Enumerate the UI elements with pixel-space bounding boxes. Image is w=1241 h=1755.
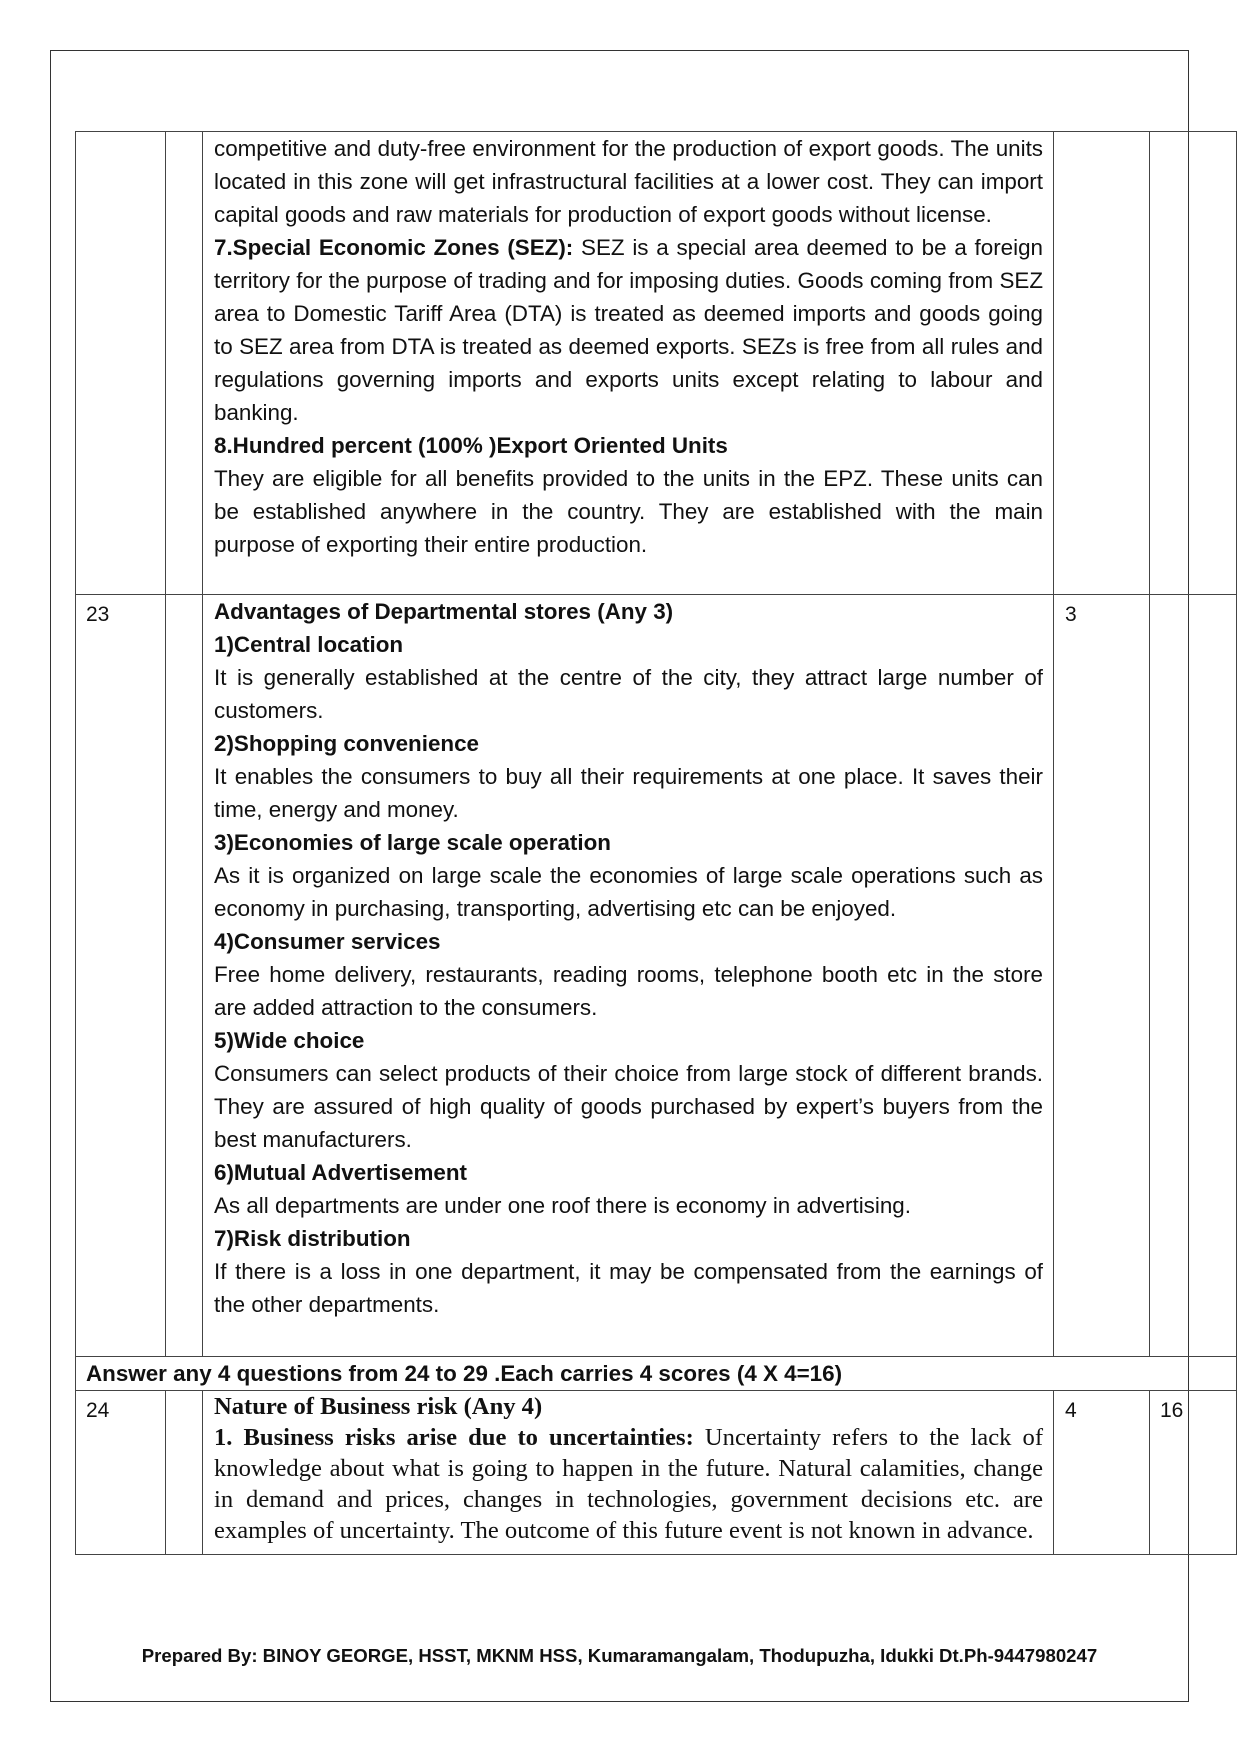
blank-cell [166,595,203,1357]
sez-text: SEZ is a special area deemed to be a foreign territory for the purpose of trading and for imposing duties. Goods coming from SEZ area to Domestic Tariff Area (DTA) is treated as deemed imports and goods going to SEZ area from DTA is treated as deemed exports. SEZs is free from all rules and regulations governing imports and exports units except relating to labour and banking. [214,235,1044,425]
point-text: Free home delivery, restaurants, reading rooms, telephone booth etc in the store are added attraction to the consumers. [214,962,1043,1020]
point-heading: 5)Wide choice [214,1028,365,1053]
point-paragraph [214,1422,1043,1546]
point-text: It is generally established at the centre of the city, they attract large number of customers. [214,665,1043,723]
blank-cell [166,1391,203,1555]
total-cell [1150,132,1237,595]
eou-text: They are eligible for all benefits provided to the units in the EPZ. These units can be established anywhere in the country. They are established with the main purpose of exporting their entire production. [214,466,1043,557]
point-heading: 1)Central location [214,632,404,657]
point-heading: 1. Business risks arise due to uncertainties: [214,1424,694,1451]
point-text: As it is organized on large scale the economies of large scale operations such as economy in purchasing, transporting, advertising etc can be enjoyed. [214,863,1043,921]
blank-cell [166,132,203,595]
point-text: As all departments are under one roof there is economy in advertising. [214,1193,911,1218]
point-heading: 6)Mutual Advertisement [214,1160,467,1185]
answer-cell [203,132,1054,595]
point-text: Uncertainty refers to the lack of knowledge about what is going to happen in the future. Natural calamities, change in demand and prices, changes in technologies, government decisions etc. are examples of uncertainty. The outcome of this future event is not known in advance. [214,1424,1044,1544]
score-cell: 4 [1054,1391,1150,1555]
point-heading: 4)Consumer services [214,929,441,954]
page-footer: Prepared By: BINOY GEORGE, HSST, MKNM HSS, Kumaramangalam, Thodupuzha, Idukki Dt.Ph-9447980247 [141,1645,1098,1666]
sez-heading: 7.Special Economic Zones (SEZ): [214,235,574,260]
point-heading: 7)Risk distribution [214,1226,411,1251]
table-row [76,1391,1237,1555]
score-cell [1054,132,1150,595]
question-title: Advantages of Departmental stores (Any 3) [214,599,674,624]
question-title: Nature of Business risk (Any 4) [214,1393,543,1420]
sez-paragraph [214,231,1043,429]
point-heading: 3)Economies of large scale operation [214,830,611,855]
question-number-cell: 23 [76,595,166,1357]
table-row [76,595,1237,1357]
instruction-row [76,1357,1237,1391]
score-cell: 3 [1054,595,1150,1357]
answer-cell [203,1391,1054,1555]
table-row [76,132,1237,595]
point-text: It enables the consumers to buy all their requirements at one place. It saves their time, energy and money. [214,764,1043,822]
point-text: Consumers can select products of their choice from large stock of different brands. They are assured of high quality of goods purchased by expert’s buyers from the best manufacturers. [214,1061,1043,1152]
section-instruction: Answer any 4 questions from 24 to 29 .Each carries 4 scores (4 X 4=16) [76,1357,1237,1391]
point-text: If there is a loss in one department, it may be compensated from the earnings of the other departments. [214,1259,1043,1317]
total-cell [1150,595,1237,1357]
question-number-cell [76,132,166,595]
epz-continued-text: competitive and duty-free environment for the production of export goods. The units located in this zone will get infrastructural facilities at a lower cost. They can import capital goods and raw materials for production of export goods without license. [214,136,1043,227]
eou-heading: 8.Hundred percent (100% )Export Oriented Units [214,433,728,458]
answer-key-table [75,131,1237,1555]
question-number-cell: 24 [76,1391,166,1555]
answer-cell [203,595,1054,1357]
total-cell: 16 [1150,1391,1237,1555]
point-heading: 2)Shopping convenience [214,731,479,756]
